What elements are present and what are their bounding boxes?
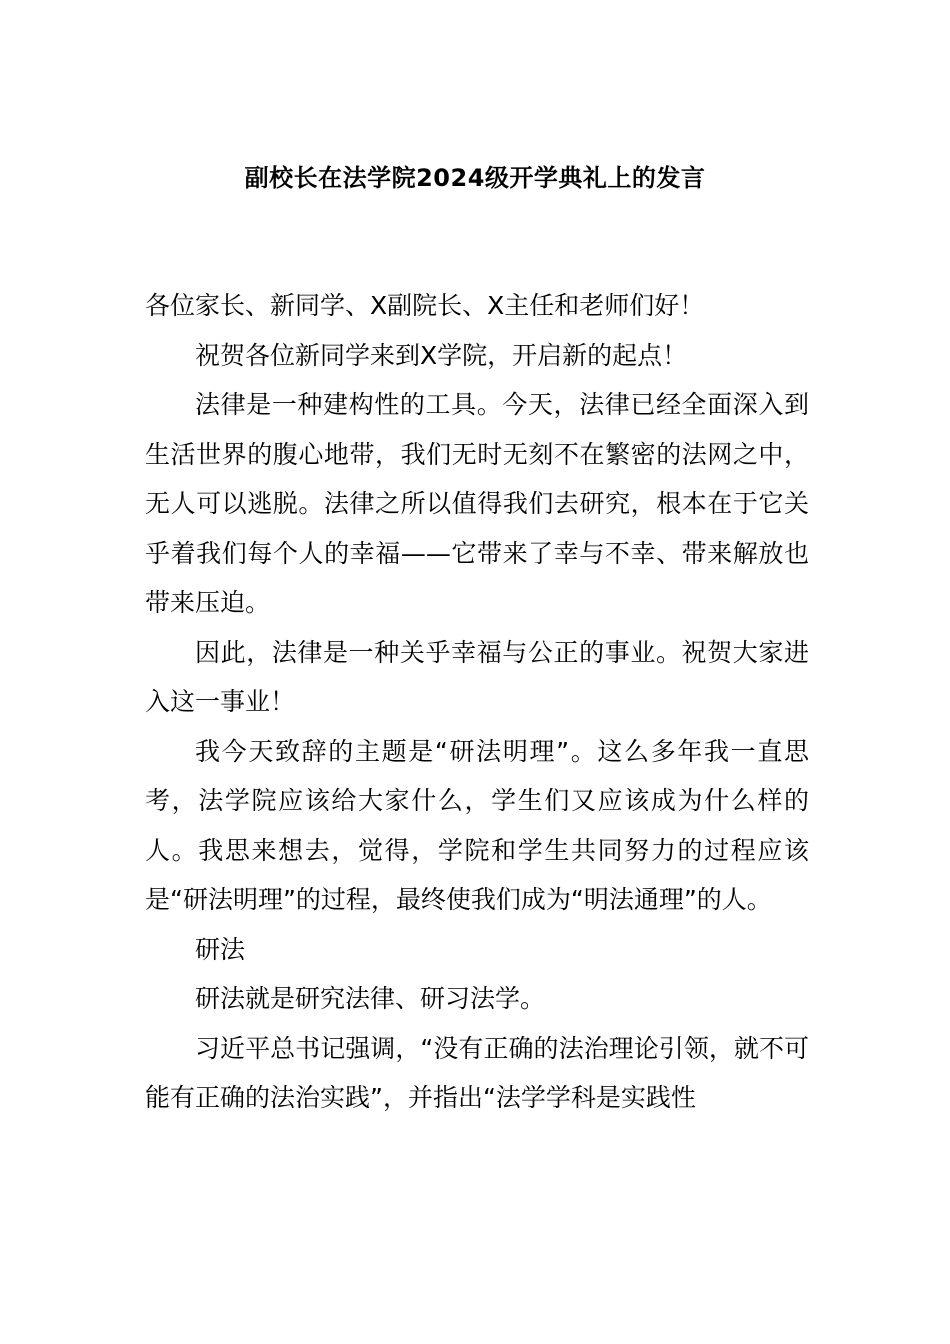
body-paragraph: 法律是一种建构性的工具。今天，法律已经全面深入到生活世界的腹心地带，我们无时无刻不在繁密的法网之中，无人可以逃脱。法律之所以值得我们去研究，根本在于它关乎着我们每个人的幸福——它带来了幸与不幸、带来解放也带来压迫。 [145, 390, 809, 617]
document-body [145, 281, 809, 1123]
section-heading: 研法 [195, 934, 246, 964]
body-paragraph: 研法就是研究法律、研习法学。 [195, 984, 546, 1013]
document-title: 副校长在法学院2024级开学典礼上的发言 [244, 164, 706, 192]
body-paragraph: 习近平总书记强调，“没有正确的法治理论引领，就不可能有正确的法治实践”，并指出“法学学科是实践性 [145, 1033, 809, 1112]
body-paragraph: 我今天致辞的主题是“研法明理”。这么多年我一直思考，法学院应该给大家什么，学生们又应该成为什么样的人。我思来想去，觉得，学院和学生共同努力的过程应该是“研法明理”的过程，最终使我们成为“明法通理”的人。 [145, 736, 809, 914]
body-paragraph: 因此，法律是一种关乎幸福与公正的事业。祝贺大家进入这一事业！ [145, 637, 809, 716]
salutation-paragraph: 各位家长、新同学、X副院长、X主任和老师们好！ [145, 291, 705, 320]
greeting-paragraph: 祝贺各位新同学来到X学院，开启新的起点！ [195, 340, 688, 370]
